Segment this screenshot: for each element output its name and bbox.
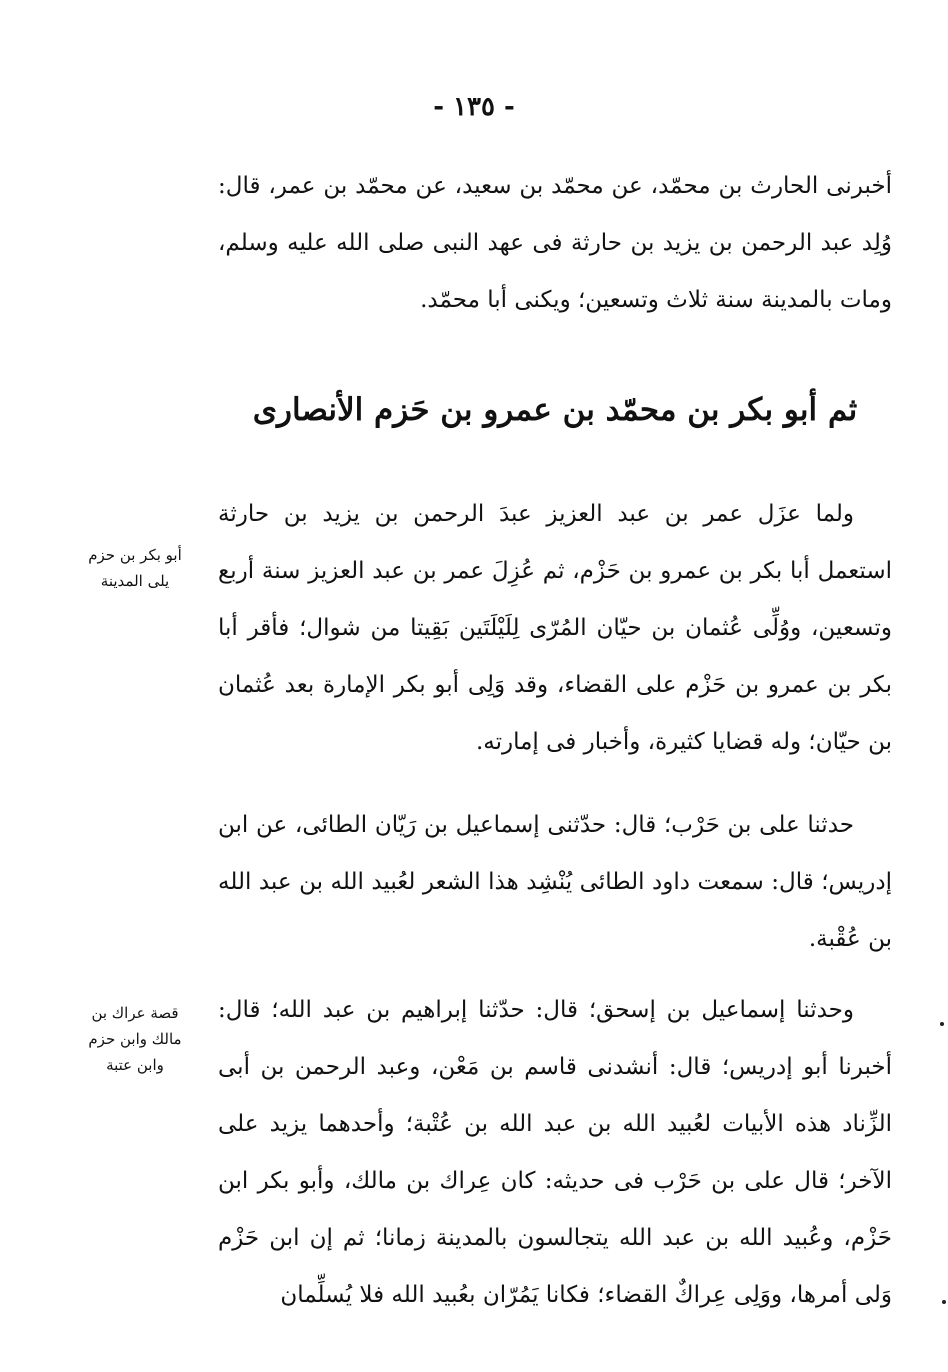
text-block-4 [218,982,892,1324]
margin-note-line: قصة عراك بن [91,1004,179,1022]
page-number: - ١٣٥ - [433,92,515,122]
scan-speck [942,1300,946,1304]
paragraph-4: وحدثنا إسماعيل بن إسحق؛ قال: حدّثنا إبراهيم بن عبد الله؛ قال: أخبرنا أبو إدريس؛ قال: أنشدنى قاسم بن مَعْن، وعبد الرحمن بن أبى الزِّناد هذه الأبيات لعُبيد الله بن عبد الله بن عُتْبة؛ وأحدهما يزيد على الآخر؛ قال على بن حَرْب فى حديثه: كان عِراك بن مالك، وأبو بكر ابن حَزْم، وعُبيد الله بن عبد الله يتجالسون بالمدينة زمانا؛ ثم إن ابن حَزْم وَلى أمرها، ووَلِى عِراكٌ القضاء؛ فكانا يَمُرّان بعُبيد الله فلا يُسلِّمان [218,997,892,1308]
paragraph-3: حدثنا على بن حَرْب؛ قال: حدّثنى إسماعيل بن رَيّان الطائى، عن ابن إدريس؛ قال: سمعت داود الطائى يُنْشِد هذا الشعر لعُبيد الله بن عبد الله بن عُقْبة. [218,812,892,952]
text-block-1 [218,158,892,329]
text-block-3 [218,797,892,968]
margin-note-1 [60,542,210,594]
text-block-2 [218,486,892,771]
section-heading: ثم أبو بكر بن محمّد بن عمرو بن حَزم الأنصارى [252,392,858,428]
margin-note-line: مالك وابن حزم [88,1030,182,1048]
margin-note-line: يلى المدينة [100,572,170,590]
margin-note-2 [60,1000,210,1078]
margin-note-line: أبو بكر بن حزم [88,546,182,564]
paragraph-2: ولما عزَل عمر بن عبد العزيز عبدَ الرحمن بن يزيد بن حارثة استعمل أبا بكر بن عمرو بن حَزْم، ثم عُزِلَ عمر بن عبد العزيز سنة أربع وتسعين، ووُلِّى عُثمان بن حيّان المُرّى لِلَيْلَتَين بَقِيتا من شوال؛ فأقر أبا بكر بن عمرو بن حَزْم على القضاء، وقد وَلِى أبو بكر الإمارة بعد عُثمان بن حيّان؛ وله قضايا كثيرة، وأخبار فى إمارته. [218,501,893,755]
paragraph-1: أخبرنى الحارث بن محمّد، عن محمّد بن سعيد، عن محمّد بن عمر، قال: وُلِد عبد الرحمن بن يزيد بن حارثة فى عهد النبى صلى الله عليه وسلم، ومات بالمدينة سنة ثلاث وتسعين؛ ويكنى أبا محمّد. [218,173,892,313]
scan-speck [940,1022,944,1026]
margin-note-line: وابن عتبة [106,1056,164,1074]
